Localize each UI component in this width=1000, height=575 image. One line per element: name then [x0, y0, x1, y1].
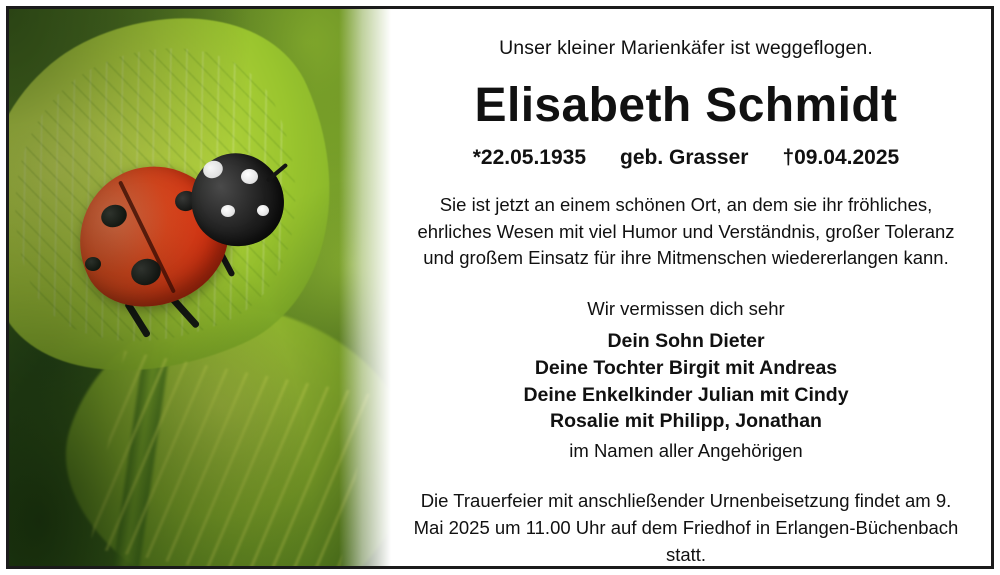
family-list: [409, 328, 963, 435]
birth-date: *22.05.1935: [472, 145, 587, 169]
obituary-card: [9, 9, 991, 566]
deceased-name: Elisabeth Schmidt: [474, 79, 898, 132]
notice-text-column: [391, 9, 991, 566]
death-date: †09.04.2025: [782, 145, 900, 169]
tribute-text: Sie ist jetzt an einem schönen Ort, an dem sie ihr fröhliches, ehrliches Wesen mit viel Humor und Verständnis, großer Toleranz und großem Einsatz für ihre Mitmenschen wiedererlangen kann.: [417, 193, 955, 269]
on-behalf-line: im Namen aller Angehörigen: [569, 440, 803, 462]
family-member: Rosalie mit Philipp, Jonathan: [550, 410, 822, 433]
missing-line: Wir vermissen dich sehr: [587, 298, 785, 320]
photo-vignette: [9, 9, 391, 566]
ceremony-details: Die Trauerfeier mit anschließender Urnenbeisetzung findet am 9. Mai 2025 um 11.00 Uhr auf dem Friedhof in Erlangen-Büchenbach statt.: [413, 490, 959, 565]
photo-fade-edge: [339, 9, 391, 566]
family-member: Deine Tochter Birgit mit Andreas: [534, 356, 838, 379]
family-member: Deine Enkelkinder Julian mit Cindy: [523, 383, 849, 406]
family-member: Dein Sohn Dieter: [607, 330, 765, 353]
intro-line: Unser kleiner Marienkäfer ist weggeflogen.: [499, 37, 873, 59]
maiden-name: geb. Grasser: [620, 145, 749, 169]
ladybug-photo: [9, 9, 391, 566]
life-dates: [409, 146, 963, 170]
